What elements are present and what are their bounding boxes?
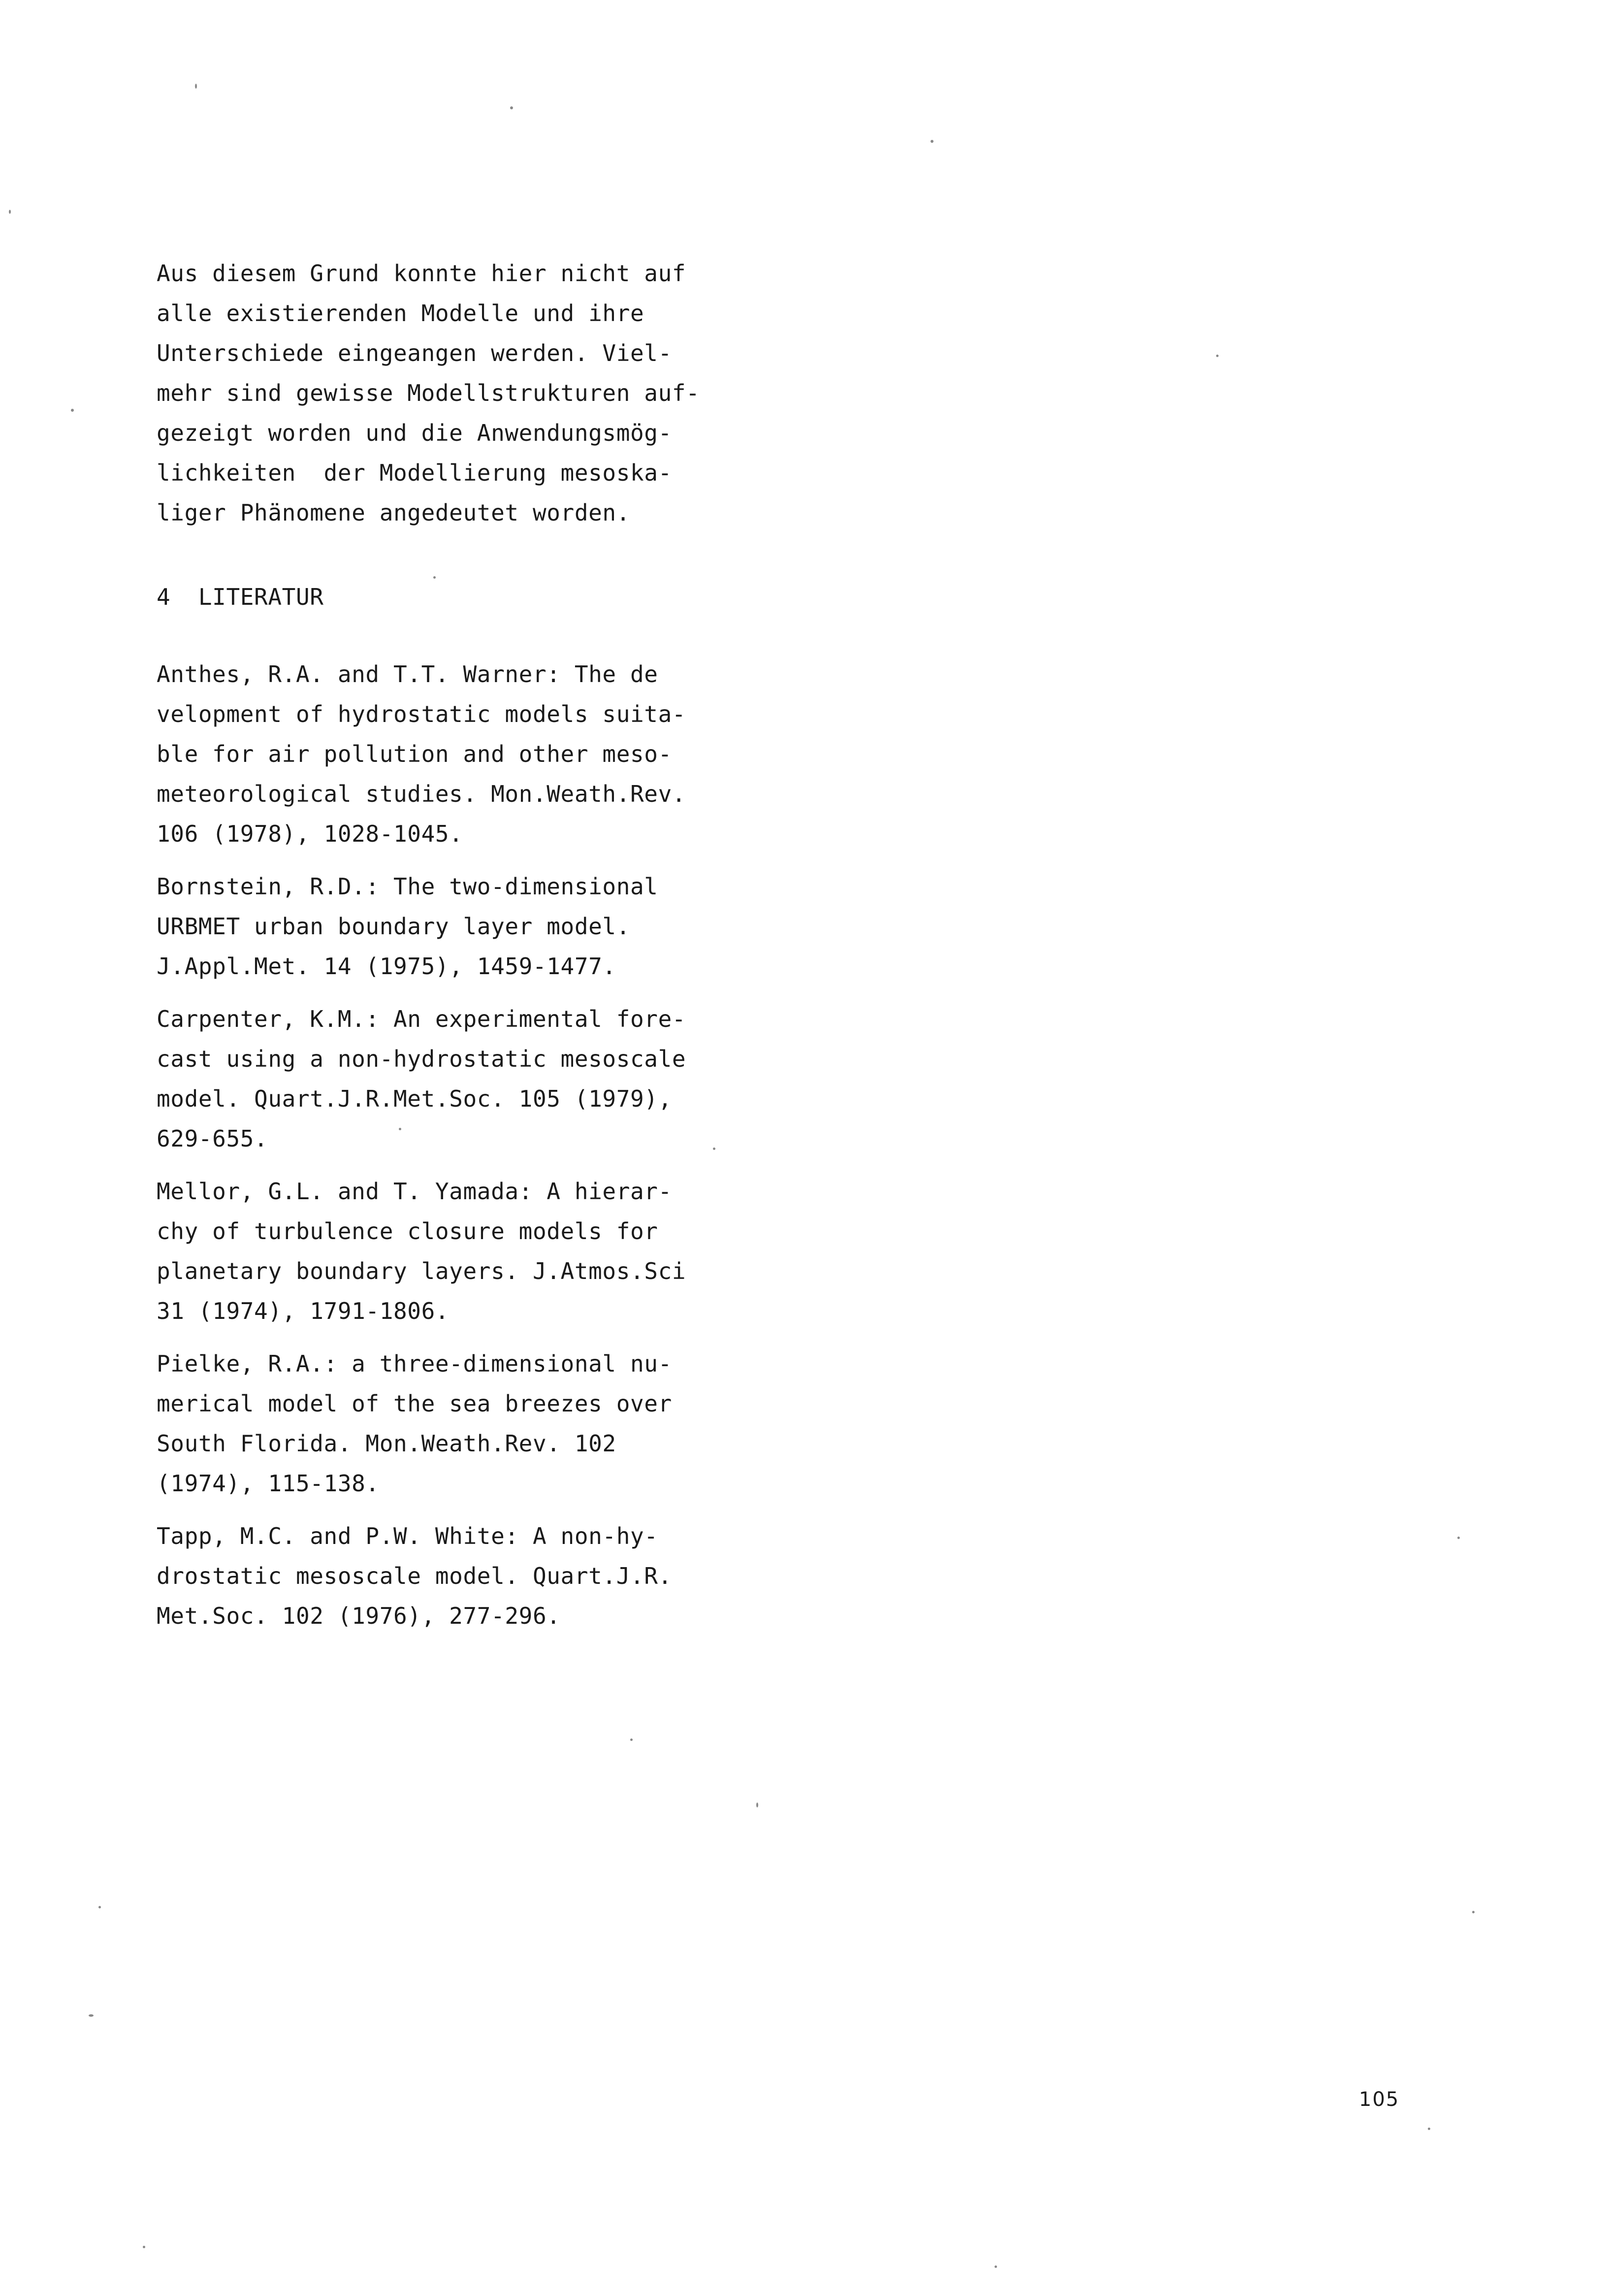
reference-line: (1974), 115-138. xyxy=(157,1470,380,1497)
reference-entry xyxy=(157,999,797,1159)
intro-line: alle existierenden Modelle und ihre xyxy=(157,300,644,327)
reference-line: 106 (1978), 1028-1045. xyxy=(157,820,463,847)
scan-speck xyxy=(995,2265,997,2268)
reference-line: Anthes, R.A. and T.T. Warner: The de xyxy=(157,661,658,688)
intro-line: Unterschiede eingeangen werden. Viel- xyxy=(157,340,672,366)
reference-line: Pielke, R.A.: a three-dimensional nu- xyxy=(157,1350,672,1377)
reference-line: cast using a non-hydrostatic mesoscale xyxy=(157,1046,686,1072)
reference-line: meteorological studies. Mon.Weath.Rev. xyxy=(157,781,686,807)
reference-line: ble for air pollution and other meso- xyxy=(157,741,672,767)
reference-line: 31 (1974), 1791-1806. xyxy=(157,1298,450,1324)
scan-speck xyxy=(89,2014,94,2017)
reference-line: Carpenter, K.M.: An experimental fore- xyxy=(157,1006,686,1032)
page-number: 105 xyxy=(1359,2088,1400,2111)
reference-line: Met.Soc. 102 (1976), 277-296. xyxy=(157,1603,561,1629)
intro-line: gezeigt worden und die Anwendungsmög- xyxy=(157,420,672,446)
scan-speck xyxy=(399,1128,401,1130)
intro-line: liger Phänomene angedeutet worden. xyxy=(157,499,631,526)
reference-entry xyxy=(157,1344,797,1504)
scan-speck xyxy=(9,210,11,214)
intro-line: lichkeiten der Modellierung mesoska- xyxy=(157,459,672,486)
reference-line: Tapp, M.C. and P.W. White: A non-hy- xyxy=(157,1523,658,1549)
text-column xyxy=(157,254,797,1649)
reference-line: planetary boundary layers. J.Atmos.Sci xyxy=(157,1258,686,1284)
scan-speck xyxy=(1472,1911,1475,1913)
scan-speck xyxy=(630,1738,633,1741)
scan-speck xyxy=(195,84,197,89)
scan-speck xyxy=(756,1803,758,1807)
scan-speck xyxy=(931,140,933,143)
scan-speck xyxy=(143,2246,145,2248)
intro-line: Aus diesem Grund konnte hier nicht auf xyxy=(157,260,686,287)
reference-line: URBMET urban boundary layer model. xyxy=(157,913,631,940)
intro-line: mehr sind gewisse Modellstrukturen auf- xyxy=(157,380,700,406)
scan-speck xyxy=(1457,1537,1460,1539)
reference-line: 629-655. xyxy=(157,1125,268,1152)
reference-entry xyxy=(157,867,797,986)
reference-line: South Florida. Mon.Weath.Rev. 102 xyxy=(157,1430,616,1457)
scan-speck xyxy=(713,1148,715,1150)
reference-line: merical model of the sea breezes over xyxy=(157,1390,672,1417)
reference-line: J.Appl.Met. 14 (1975), 1459-1477. xyxy=(157,953,616,980)
reference-entry xyxy=(157,1516,797,1636)
scan-speck xyxy=(510,106,513,109)
reference-line: velopment of hydrostatic models suita- xyxy=(157,701,686,727)
scan-speck xyxy=(71,409,74,412)
section-heading: 4 LITERATUR xyxy=(157,584,324,610)
reference-line: drostatic mesoscale model. Quart.J.R. xyxy=(157,1563,672,1589)
intro-paragraph xyxy=(157,254,797,533)
scan-speck xyxy=(1216,355,1219,357)
scan-speck xyxy=(98,1906,101,1908)
reference-line: Bornstein, R.D.: The two-dimensional xyxy=(157,873,658,900)
reference-entry xyxy=(157,1172,797,1331)
reference-line: Mellor, G.L. and T. Yamada: A hierar- xyxy=(157,1178,672,1205)
reference-line: model. Quart.J.R.Met.Soc. 105 (1979), xyxy=(157,1085,672,1112)
reference-line: chy of turbulence closure models for xyxy=(157,1218,658,1245)
scan-speck xyxy=(1428,2128,1430,2130)
scan-speck xyxy=(433,576,436,579)
reference-entry xyxy=(157,655,797,854)
